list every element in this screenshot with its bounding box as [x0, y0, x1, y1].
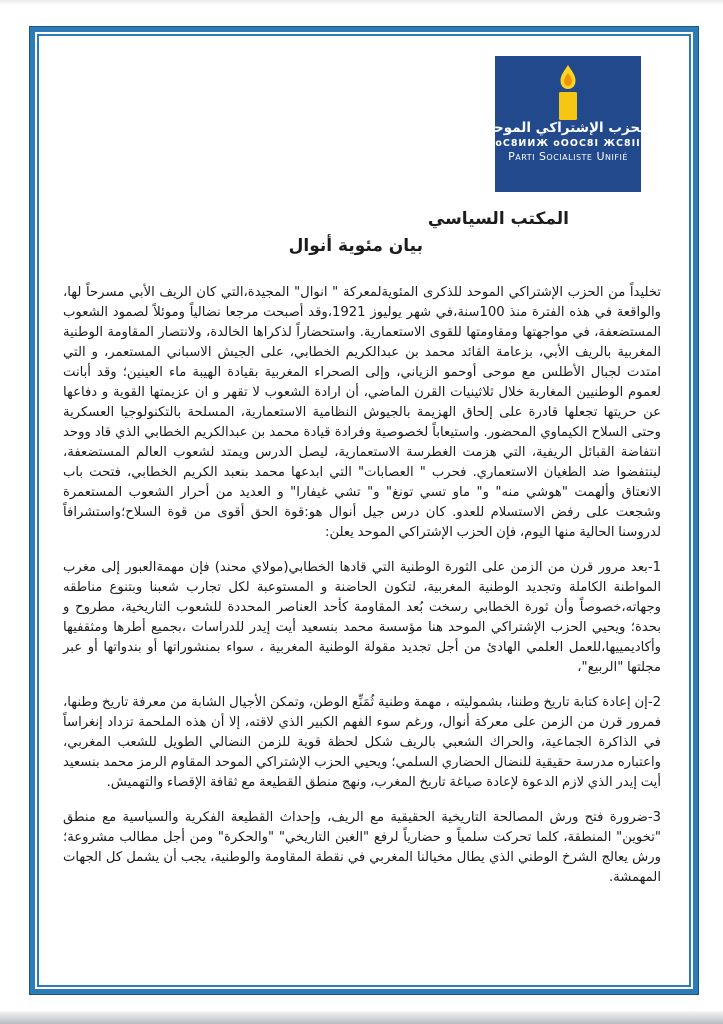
logo-arabic-name: الحزب الإشتراكي الموحد	[486, 120, 650, 136]
page-border-frame	[29, 26, 699, 995]
statement-title: بيان مئوية أنوال	[288, 236, 423, 256]
political-bureau-heading: المكتب السياسي	[427, 209, 569, 229]
party-logo	[486, 56, 650, 192]
statement-item-3: 3-ضرورة فتح ورش المصالحة التاريخية الحقيقية مع الريف، وإحداث القطيعة الفكرية والسياسية مع منطق "تخوين" المنطقة، كلما تحركت سلمياً و حضارياً لرفع "الغبن التاريخي" "والحكرة" ومن أجل مطالب مشروعة؛ ورش يعالج الشرخ الوطني الذي يطال مخيالنا المغربي في نقطة المقاومة والوطنية، يجب أن يشمل كل الجهات المهمشة.	[63, 810, 661, 885]
statement-item-2: 2-إن إعادة كتابة تاريخ وطننا، بشموليته ، مهمة وطنية ثُمَنِّع الوطن، وتمكن الأجيال الشابة من معرفة تاريخ وطنها، فمرور قرن من الزمن على معركة أنوال، ورغم سوء الفهم الكبير الذي لاقته، إلا أن هذه الملحمة تزداد إنغراساً في الذاكرة الجماعية، والحراك الشعبي بالريف شكل لحظة قوية للزمن النضالي الطويل للشعب المغربي، واعتباره مدرسة حقيقية للنضال الحضاري السلمي؛ ويحيي الحزب الإشتراكي الموحد المقاوم الرمز محمد بنسعيد أيت إيدر الذي لازم الدعوة لإعادة صياغة تاريخ المغرب، ونهج منطق القطيعة مع ثقافة الإقصاء والتهميش.	[63, 695, 661, 790]
statement-item-1: 1-بعد مرور قرن من الزمن على الثورة الوطنية التي قادها الخطابي(مولاي محند) فإن مهمةالعبور إلى مغرب المواطنة الكاملة وتجديد الوطنية المغربية، لتكون الحاضنة و المستوعبة لكل تجارب شعبنا وبتنوع مناطقه وجهاته،خصوصاً وأن ثورة الخطابي رسخت بُعد المقاومة كأحد العناصر المحددة للشعوب التاريخية، مطروح و بحدة؛ ويحيي الحزب الإشتراكي الموحد هنا مؤسسة محمد بنسعيد أيت إيدر للدراسات ،بجميع أطرها ومثقفيها وأكاديمييها،للعمل العلمي الهادئ من أجل تجديد مقولة الوطنية المغربية ، سواء بمنشوراتها أو بندواتها أو عبر مجلتها "الربيع"،	[63, 560, 661, 675]
logo-tifinagh-name: оС8ИИЖ оООС8І ЖС8ІІ	[495, 138, 641, 149]
logo-latin-name: Parti Socialiste Unifié	[508, 150, 628, 163]
candle-icon	[546, 64, 590, 120]
scan-top-edge	[0, 0, 723, 5]
scan-bottom-shadow	[0, 1011, 723, 1024]
intro-paragraph: تخليداً من الحزب الإشتراكي الموحد للذكرى المئويةلمعركة " انوال" المجيدة،التي كان الريف الأبي مسرحاً لها، والواقعة في هذه الفترة منذ 100سنة،في شهر يوليوز 1921،وقد أصبحت مرجعا نضالياً وموئلاً لصمود الشعوب المستضعفة، في مواجهتها ومقاومتها للقوى الاستعمارية. واستحضاراً لذكراها الخالدة، ولانتصار المقاومة الوطنية المغربية بالريف الأبي، بزعامة القائد محمد بن عبدالكريم الخطابي، على الجيش الاسباني المستعمر، و التي امتدت لجبال الأطلس مع موحى أوحمو الزياني، وإلى الصحراء المغربية بقيادة الهيبة ماء العينين؛ وقد أبانت لعموم الوطنيين المغاربة خلال ثلاثينيات القرن الماضي، أن ارادة الشعوب لا تقهر و ان عزيمتها القوية و دفاعها عن حريتها تجعلها قادرة على إلحاق الهزيمة بالجيوش النظامية الاستعمارية، المسلحة بالتكنولوجيا العسكرية وحتى السلاح الكيماوي المحضور. واستيعاباً لخصوصية وفرادة قيادة محمد بن عبدالكريم الخطابي الذي قاد ووحد انتفاضة القبائل الريفية، التي هزمت الغطرسة الاستعمارية، ليصل الدرس ويمتد لشعوب العالم المستضعفة، لينتفضوا ضد الطغيان الاستعماري. فحرب " العصابات" التي ابدعها محمد بنعبد الكريم الخطابي، فتحت باب الانعتاق وألهمت "هوشي منه" و" ماو تسي تونغ" و" تشي غيفارا" و العديد من أحرار الشعوب المستعمرة وشجعت على رفض الاستسلام للعدو. كان درس جيل أنوال هو:قوة الحق أقوى من قوة السلاح؛واستشرافاً لدروسنا الحالية منها اليوم، فإن الحزب الإشتراكي الموحد يعلن:	[63, 285, 661, 540]
document-content	[39, 36, 689, 985]
